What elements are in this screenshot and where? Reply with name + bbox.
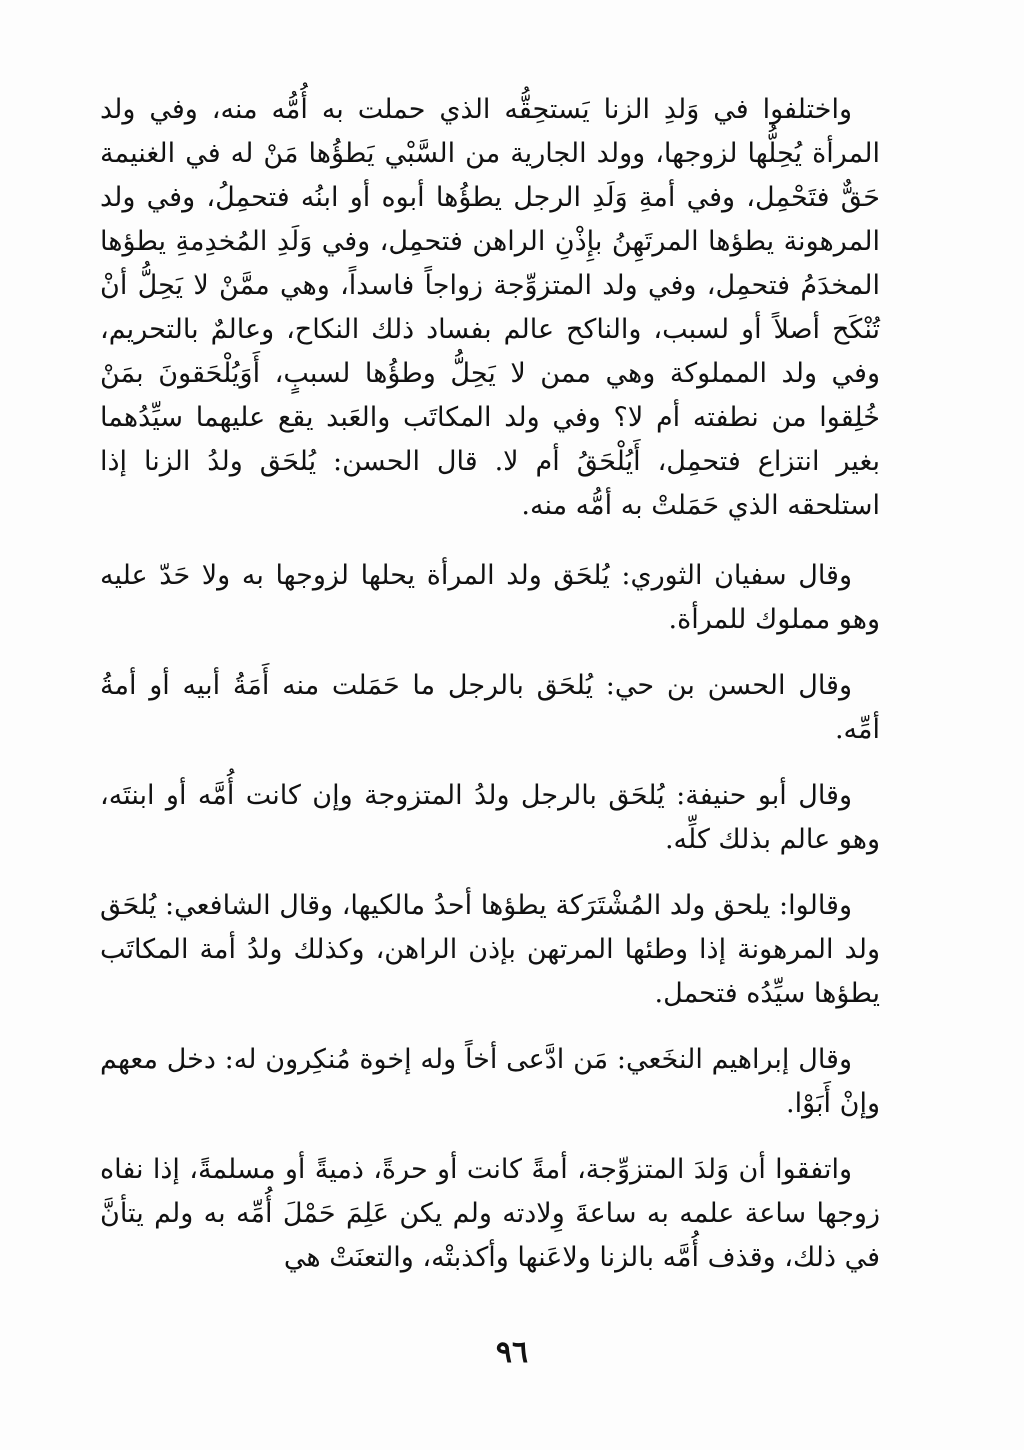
paragraph-2: وقال سفيان الثوري: يُلحَق ولد المرأة يحلها لزوجها به ولا حَدّ عليه وهو مملوك للمرأة. <box>100 560 880 635</box>
paragraph-4: وقال أبو حنيفة: يُلحَق بالرجل ولدُ المتزوجة وإن كانت أُمَّه أو ابنتَه، وهو عالم بذلك كلِّه. <box>100 780 880 855</box>
body-text <box>100 88 880 1302</box>
page-number: ٩٦ <box>495 1335 529 1370</box>
paragraph-1: واختلفوا في وَلدِ الزنا يَستحِقُّه الذي حملت به أُمُّه منه، وفي ولد المرأة يُحِلُّها لزوجها، وولد الجارية من السَّبْي يَطؤُها مَنْ له في الغنيمة حَقٌّ فتَحْمِل، وفي أمةِ وَلَدِ الرجل يطؤُها أبوه أو ابنُه فتحمِلُ، وفي ولد المرهونة يطؤها المرتَهِنُ بإِذْنِ الراهن فتحمِل، وفي وَلَدِ المُخدِمةِ يطؤها المخدَمُ فتحمِل، وفي ولد المتزوِّجة زواجاً فاسداً، وهي ممَّنْ لا يَحِلُّ أنْ تُنْكَح أصلاً أو لسبب، والناكح عالم بفساد ذلك النكاح، وعالمٌ بالتحريم، وفي ولد المملوكة وهي ممن لا يَحِلُّ وطؤُها لسببٍ، أَوَيُلْحَقونَ بمَنْ خُلِقوا من نطفته أم لا؟ وفي ولد المكاتَب والعَبد يقع عليهما سيِّدُهما بغير انتزاع فتحمِل، أَيُلْحَقُ أم لا. قال الحسن: يُلحَق ولدُ الزنا إذا استلحقه الذي حَمَلتْ به أمُّه منه. <box>100 94 880 521</box>
paragraph-7: واتفقوا أن وَلدَ المتزوِّجة، أمةً كانت أو حرةً، ذميةً أو مسلمةً، إذا نفاه زوجها ساعة علمه به ساعةَ وِلادته ولم يكن عَلِمَ حَمْلَ أُمِّه به ولم يتأنَّ في ذلك، وقذف أُمَّه بالزنا ولاعَنها وأكذبتْه، والتعنَتْ هي <box>100 1154 880 1273</box>
paragraph-5: وقالوا: يلحق ولد المُشْتَرَكة يطؤها أحدُ مالكيها، وقال الشافعي: يُلحَق ولد المرهونة إذا وطئها المرتهن بإذن الراهن، وكذلك ولدُ أمة المكاتَب يطؤها سيِّدُه فتحمل. <box>100 890 880 1009</box>
paragraph-3: وقال الحسن بن حي: يُلحَق بالرجل ما حَمَلت منه أَمَةُ أبيه أو أمةُ أمِّه. <box>100 670 880 745</box>
paragraph-6: وقال إبراهيم النخَعي: مَن ادَّعى أخاً وله إخوة مُنكِرون له: دخل معهم وإنْ أَبَوْا. <box>100 1044 880 1119</box>
